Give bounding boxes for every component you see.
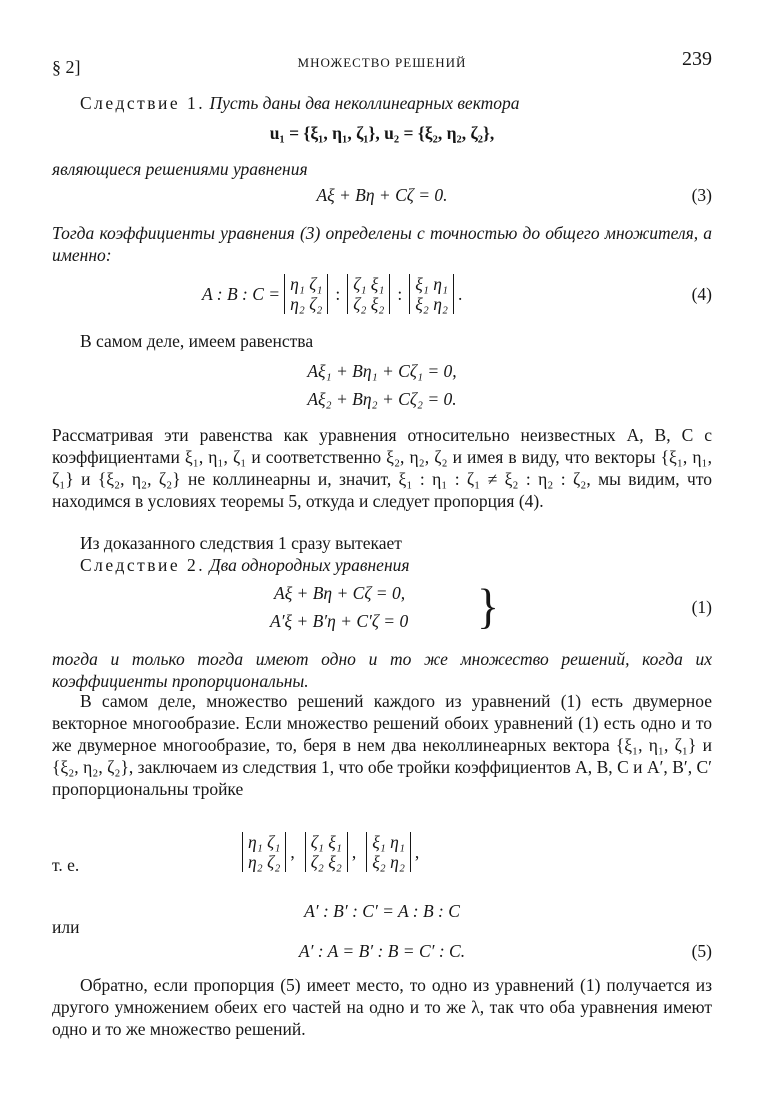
equation-3-number: (3) bbox=[691, 185, 712, 205]
equation-4-number: (4) bbox=[691, 284, 712, 304]
colon-2: : bbox=[397, 284, 403, 304]
determinant-3 bbox=[409, 274, 454, 314]
page-number: 239 bbox=[682, 48, 712, 70]
determinant-1 bbox=[284, 274, 328, 314]
equation-4-period: . bbox=[457, 284, 463, 304]
corollary-2-text: Два однородных уравнения bbox=[209, 555, 410, 575]
det-3-row-1: ξ₁ η₁ bbox=[415, 274, 448, 294]
proof-1-paragraph: Рассматривая эти равенства как уравнения относительно неизвестных A, B, C с коэффициентами ξ₁, η₁, ζ₁ и соответственно ξ₂, η₂, ζ₂ и имея в виду, что векторы {ξ₁, η₁, ζ₁} и {ξ₂, η₂, ζ₂} не коллинеарны и, значит, ξ₁ : η₁ : ζ₁ ≠ ξ₂ : η₂ : ζ₂, мы видим, что находимся в условиях теоремы 5, откуда и следует пропорция (4). bbox=[52, 425, 712, 511]
det-2-row-2: ζ₂ ξ₂ bbox=[353, 294, 385, 314]
triple-comma-end: , bbox=[414, 842, 420, 862]
proof-2-paragraph-1: В самом деле, множество решений каждого из уравнений (1) есть двумерное векторное многообразие. Если множество решений обоих уравнений (1) есть одно и то же двумерное многообразие, то, беря в нем два неколлинеарных вектора {ξ₁, η₁, ζ₁} и {ξ₂, η₂, ζ₂}, заключаем из следствия 1, что обе тройки коэффициентов A, B, C и A′, B′, C′ пропорциональны тройке bbox=[52, 691, 712, 799]
equation-4 bbox=[52, 270, 712, 320]
determinant-triple bbox=[52, 828, 712, 878]
corollary-2-heading bbox=[52, 554, 712, 576]
triple-determinant-2 bbox=[305, 832, 348, 872]
corollary-2-conclusion: тогда и только тогда имеют одно и то же множество решений, когда их коэффициенты пропорциональны. bbox=[52, 649, 712, 691]
proportion-equation: A′ : B′ : C′ = A : B : C bbox=[304, 901, 460, 921]
triple-comma-2: , bbox=[351, 842, 357, 862]
proof-1-follows: Из доказанного следствия 1 сразу вытекает bbox=[80, 533, 402, 553]
triple-det-1-row-2: η₂ ζ₂ bbox=[248, 852, 281, 872]
proof-1-intro: В самом деле, имеем равенства bbox=[80, 331, 314, 351]
determinant-2 bbox=[347, 274, 390, 314]
proof-1-eq-a: Aξ₁ + Bη₁ + Cζ₁ = 0, bbox=[307, 361, 457, 381]
equation-5-number: (5) bbox=[691, 941, 712, 961]
te-label: т. е. bbox=[52, 855, 80, 875]
system-1 bbox=[52, 579, 712, 640]
det-1-row-2: η₂ ζ₂ bbox=[290, 294, 323, 314]
vectors-line: u₁ = {ξ₁, η₁, ζ₁}, u₂ = {ξ₂, η₂, ζ₂}, bbox=[269, 123, 495, 143]
corollary-2-label: Следствие 2. bbox=[80, 555, 206, 575]
system-1-number: (1) bbox=[691, 597, 712, 617]
equation-3-body: Aξ + Bη + Cζ = 0. bbox=[316, 185, 448, 205]
equation-3 bbox=[52, 184, 712, 212]
triple-det-1-row-1: η₁ ζ₁ bbox=[248, 832, 281, 852]
equation-5 bbox=[52, 940, 712, 968]
det-2-row-1: ζ₁ ξ₁ bbox=[353, 274, 385, 294]
corollary-1-text2: являющиеся решениями уравнения bbox=[52, 159, 308, 179]
triple-det-2-row-2: ζ₂ ξ₂ bbox=[310, 852, 342, 872]
colon-1: : bbox=[335, 284, 341, 304]
equation-4-lhs: A : B : C = bbox=[202, 284, 281, 304]
system-1-brace: } bbox=[477, 579, 500, 634]
triple-determinant-3 bbox=[366, 832, 411, 872]
system-1-eq-a: Aξ + Bη + Cζ = 0, bbox=[274, 583, 406, 603]
triple-det-3-row-1: ξ₁ η₁ bbox=[372, 832, 405, 852]
det-1-row-1: η₁ ζ₁ bbox=[290, 274, 323, 294]
triple-comma-1: , bbox=[290, 842, 295, 862]
proof-1-eq-b: Aξ₂ + Bη₂ + Cζ₂ = 0. bbox=[307, 389, 457, 409]
corollary-1-text: Пусть даны два неколлинеарных вектора bbox=[209, 93, 520, 113]
triple-det-3-row-2: ξ₂ η₂ bbox=[372, 852, 405, 872]
equation-5-body: A′ : A = B′ : B = C′ : C. bbox=[298, 941, 466, 961]
ili-label: или bbox=[52, 917, 80, 937]
running-title: МНОЖЕСТВО РЕШЕНИЙ bbox=[297, 55, 467, 70]
det-3-row-2: ξ₂ η₂ bbox=[415, 294, 448, 314]
system-1-eq-b: A′ξ + B′η + C′ζ = 0 bbox=[270, 611, 409, 631]
page-header bbox=[52, 48, 712, 77]
corollary-1-label: Следствие 1. bbox=[80, 93, 206, 113]
proof-2-paragraph-2: Обратно, если пропорция (5) имеет место, то одно из уравнений (1) получается из другого умножением обеих его частей на одно и то же λ, так что оба уравнения имеют одно и то же множество решений. bbox=[52, 975, 712, 1039]
section-number: § 2] bbox=[52, 57, 81, 77]
corollary-1-text3: Тогда коэффициенты уравнения (3) определены с точностью до общего множителя, а именно: bbox=[52, 223, 712, 265]
triple-det-2-row-1: ζ₁ ξ₁ bbox=[310, 832, 342, 852]
triple-determinant-1 bbox=[242, 832, 286, 872]
corollary-1-heading bbox=[52, 92, 712, 114]
